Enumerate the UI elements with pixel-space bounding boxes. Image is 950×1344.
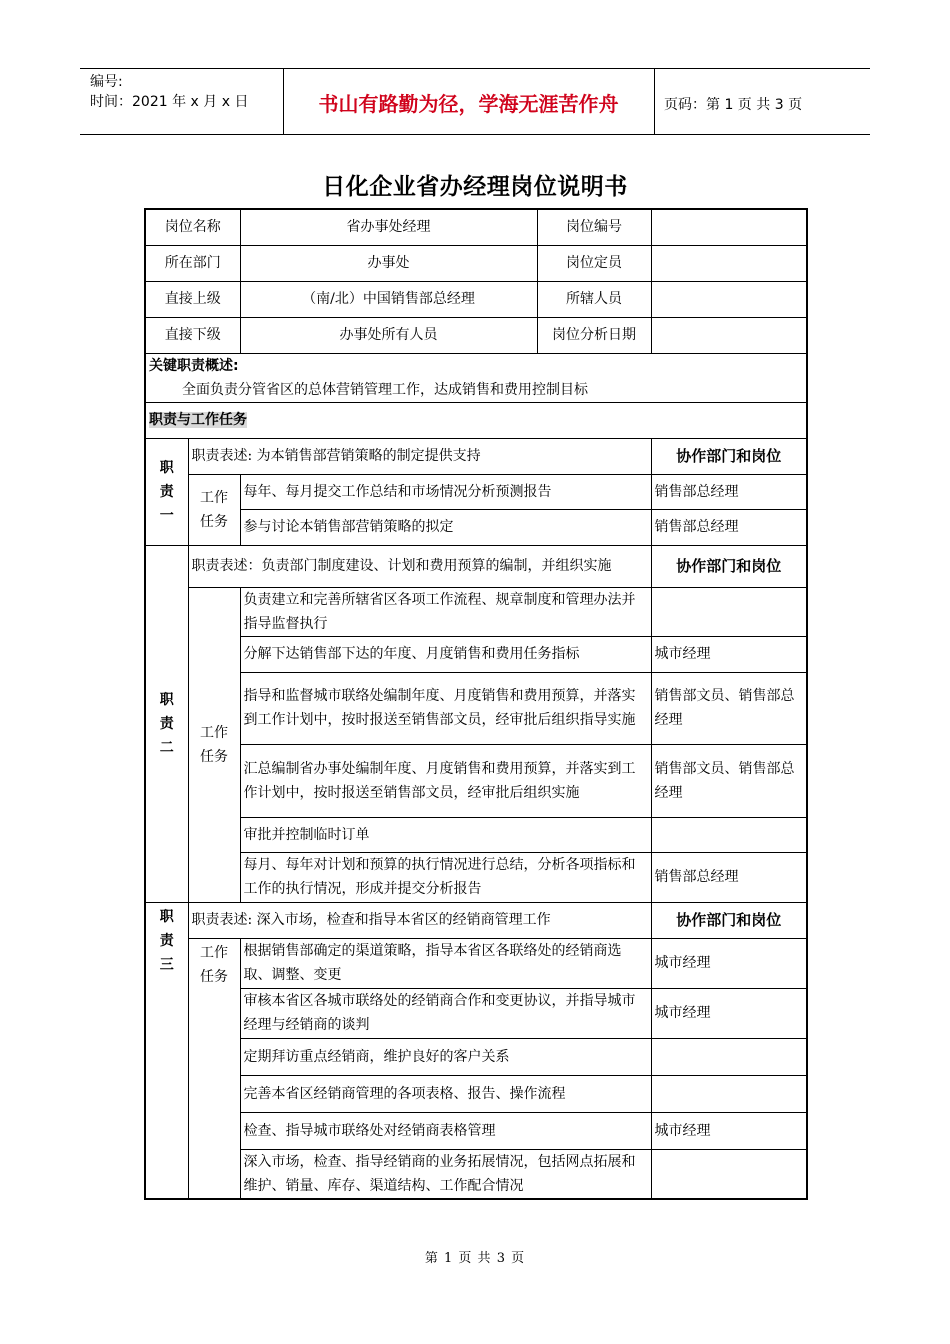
subordinate-value: 办事处所有人员 xyxy=(240,317,537,353)
subordinate-label: 直接下级 xyxy=(145,317,240,353)
document-title: 日化企业省办经理岗位说明书 xyxy=(322,174,628,200)
task-label: 工作 任务 xyxy=(188,938,240,1199)
task-text: 指导和监督城市联络处编制年度、月度销售和费用预算，并落实到工作计划中，按时报送至销售部文员，经审批后组织指导实施 xyxy=(240,672,651,744)
task-coop xyxy=(651,1038,807,1075)
post-code-label: 岗位编号 xyxy=(537,209,651,245)
superior-value: （南/北）中国销售部总经理 xyxy=(240,281,537,317)
duty1-statement-row xyxy=(145,438,807,474)
duty1-statement: 职责表述: 为本销售部营销策略的制定提供支持 xyxy=(188,438,651,474)
staff-value xyxy=(651,281,807,317)
task-text: 审批并控制临时订单 xyxy=(240,817,651,852)
task-row xyxy=(145,817,807,852)
summary-row xyxy=(145,353,807,402)
headcount-label: 岗位定员 xyxy=(537,245,651,281)
duty2-statement: 职责表述：负责部门制度建设、计划和费用预算的编制，并组织实施 xyxy=(188,545,651,587)
staff-label: 所辖人员 xyxy=(537,281,651,317)
task-label: 工作 任务 xyxy=(188,474,240,545)
header-motto: 书山有路勤为径，学海无涯苦作舟 xyxy=(318,92,619,116)
task-coop: 城市经理 xyxy=(651,1112,807,1149)
task-text: 汇总编制省办事处编制年度、月度销售和费用预算，并落实到工作计划中，按时报送至销售部文员，经审批后组织实施 xyxy=(240,744,651,817)
coop-header: 协作部门和岗位 xyxy=(651,545,807,587)
summary-text: 全面负责分管省区的总体营销管理工作，达成销售和费用控制目标 xyxy=(182,381,588,398)
task-text: 深入市场，检查、指导经销商的业务拓展情况，包括网点拓展和维护、销量、库存、渠道结构、工作配合情况 xyxy=(240,1149,651,1199)
header-meta xyxy=(90,72,248,112)
task-row xyxy=(145,1112,807,1149)
coop-header: 协作部门和岗位 xyxy=(651,902,807,938)
task-text: 定期拜访重点经销商，维护良好的客户关系 xyxy=(240,1038,651,1075)
task-coop xyxy=(651,817,807,852)
task-coop: 城市经理 xyxy=(651,988,807,1038)
task-coop xyxy=(651,1149,807,1199)
info-row xyxy=(145,209,807,245)
summary-cell xyxy=(145,353,807,402)
post-code-value xyxy=(651,209,807,245)
info-row xyxy=(145,281,807,317)
task-text: 每月、每年对计划和预算的执行情况进行总结，分析各项指标和工作的执行情况，形成并提交分析报告 xyxy=(240,852,651,902)
task-text: 完善本省区经销商管理的各项表格、报告、操作流程 xyxy=(240,1075,651,1112)
task-row xyxy=(145,1149,807,1199)
analysis-date-label: 岗位分析日期 xyxy=(537,317,651,353)
page-footer: 第 1 页 共 3 页 xyxy=(424,1251,526,1266)
task-row xyxy=(145,938,807,988)
job-description-table xyxy=(144,208,808,1200)
duty2-side-label: 职 责 二 xyxy=(145,545,188,902)
task-row xyxy=(145,1075,807,1112)
superior-label: 直接上级 xyxy=(145,281,240,317)
document-number-label: 编号: xyxy=(90,74,123,90)
dept-label: 所在部门 xyxy=(145,245,240,281)
info-row xyxy=(145,245,807,281)
task-text: 分解下达销售部下达的年度、月度销售和费用任务指标 xyxy=(240,636,651,672)
task-row xyxy=(145,988,807,1038)
duty3-statement: 职责表述: 深入市场，检查和指导本省区的经销商管理工作 xyxy=(188,902,651,938)
task-text: 审核本省区各城市联络处的经销商合作和变更协议，并指导城市经理与经销商的谈判 xyxy=(240,988,651,1038)
coop-header: 协作部门和岗位 xyxy=(651,438,807,474)
task-text: 根据销售部确定的渠道策略，指导本省区各联络处的经销商选取、调整、变更 xyxy=(240,938,651,988)
duty1-side-label: 职 责 一 xyxy=(145,438,188,545)
dept-value: 办事处 xyxy=(240,245,537,281)
task-text: 每年、每月提交工作总结和市场情况分析预测报告 xyxy=(240,474,651,509)
task-coop xyxy=(651,1075,807,1112)
task-coop: 销售部总经理 xyxy=(651,852,807,902)
task-coop: 销售部文员、销售部总经理 xyxy=(651,744,807,817)
header-top-rule xyxy=(80,68,870,69)
duties-heading-row xyxy=(145,402,807,438)
headcount-value xyxy=(651,245,807,281)
header-bottom-rule xyxy=(80,134,870,135)
post-name-value: 省办事处经理 xyxy=(240,209,537,245)
task-row xyxy=(145,509,807,545)
task-row xyxy=(145,636,807,672)
document-time-label: 时间：2021 年 x 月 x 日 xyxy=(90,94,249,110)
task-row xyxy=(145,672,807,744)
task-row xyxy=(145,1038,807,1075)
task-text: 负责建立和完善所辖省区各项工作流程、规章制度和管理办法并指导监督执行 xyxy=(240,587,651,636)
duty3-side-label: 职 责 三 xyxy=(145,902,188,1199)
task-coop: 城市经理 xyxy=(651,636,807,672)
header-page-number: 页码：第 1 页 共 3 页 xyxy=(664,97,803,113)
task-coop xyxy=(651,587,807,636)
task-text: 参与讨论本销售部营销策略的拟定 xyxy=(240,509,651,545)
duty3-statement-row xyxy=(145,902,807,938)
task-row xyxy=(145,852,807,902)
summary-label: 关键职责概述: xyxy=(149,357,239,374)
info-row xyxy=(145,317,807,353)
analysis-date-value xyxy=(651,317,807,353)
task-coop: 销售部文员、销售部总经理 xyxy=(651,672,807,744)
task-coop: 销售部总经理 xyxy=(651,509,807,545)
task-row xyxy=(145,744,807,817)
task-label: 工作 任务 xyxy=(188,587,240,902)
duties-heading: 职责与工作任务 xyxy=(145,402,807,438)
task-row xyxy=(145,587,807,636)
duty2-statement-row xyxy=(145,545,807,587)
task-coop: 城市经理 xyxy=(651,938,807,988)
header-divider xyxy=(654,68,655,134)
task-text: 检查、指导城市联络处对经销商表格管理 xyxy=(240,1112,651,1149)
task-row xyxy=(145,474,807,509)
post-name-label: 岗位名称 xyxy=(145,209,240,245)
task-coop: 销售部总经理 xyxy=(651,474,807,509)
